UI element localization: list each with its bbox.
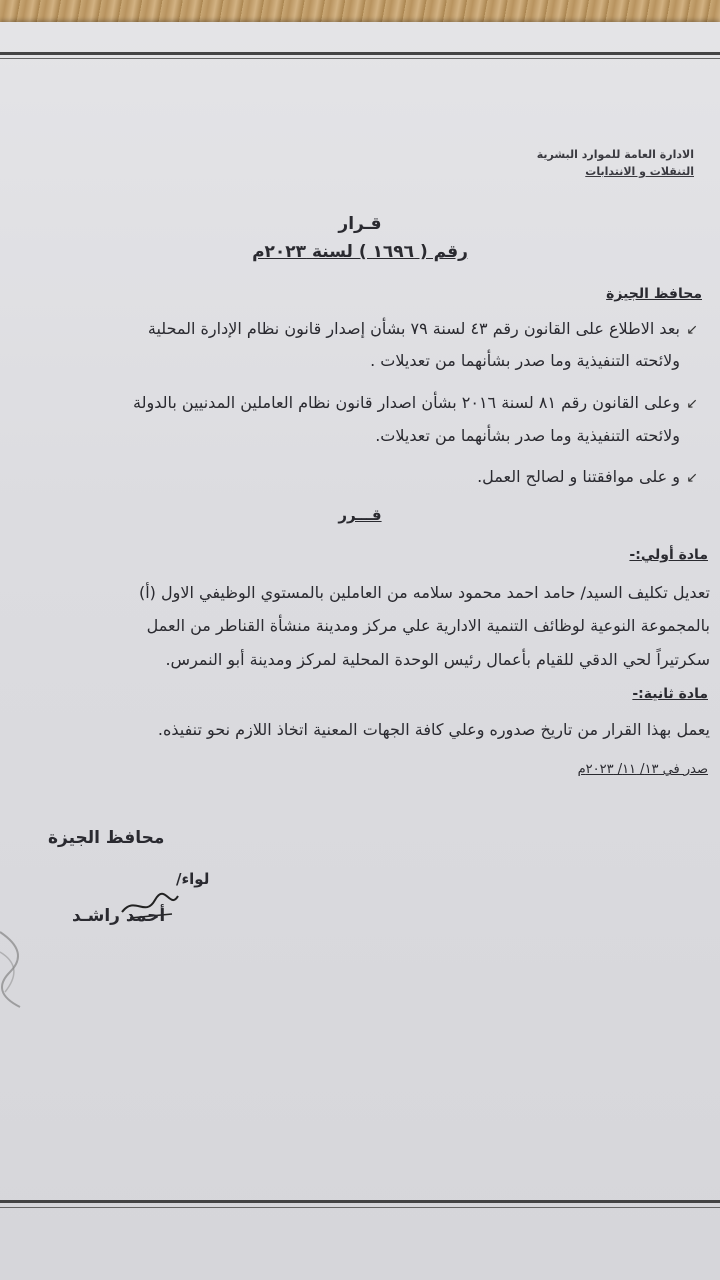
stamp-mark-icon [0,922,50,1012]
bullet-icon: ↙ [686,322,698,338]
article-1-line1: تعديل تكليف السيد/ حامد احمد محمود سلامه من العاملين بالمستوي الوظيفي الاول (أ) [138,583,710,602]
bullet-icon: ↙ [686,396,698,412]
issuer-heading: محافظ الجيزة [606,286,702,302]
bottom-border-rule-thin [0,1207,720,1208]
preamble-1-line2: ولائحته التنفيذية وما صدر بشأنهما من تعديلات . [370,351,680,370]
article-1-line3: سكرتيراً لحي الدقي للقيام بأعمال رئيس الوحدة المحلية لمركز ومدينة أبو النمرس. [165,650,710,669]
signature-name: أحمد راشـد [72,906,166,926]
bottom-border-rule [0,1200,720,1203]
preamble-1-line1: بعد الاطلاع على القانون رقم ٤٣ لسنة ٧٩ بشأن إصدار قانون نظام الإدارة المحلية [147,319,680,338]
decision-heading: قـــرر [338,506,382,524]
article-1-line2: بالمجموعة النوعية لوظائف التنمية الادارية علي مركز ومدينة منشأة القناطر من العمل [146,616,710,635]
article-1-heading: مادة أولي:- [629,547,708,563]
document-page [0,22,720,1280]
article-2-line1: يعمل بهذا القرار من تاريخ صدوره وعلي كافة الجهات المعنية اتخاذ اللازم نحو تنفيذه. [157,720,710,739]
org-department: التنقلات و الانتدابات [585,165,694,178]
preamble-2-line1: وعلى القانون رقم ٨١ لسنة ٢٠١٦ بشأن اصدار قانون نظام العاملين المدنيين بالدولة [133,393,680,412]
preamble-3-line1: و على موافقتنا و لصالح العمل. [477,467,680,486]
issue-date: صدر في ١٣/ ١١/ ٢٠٢٣م [577,762,708,777]
top-border-rule [0,52,720,55]
document-title: قـرار [338,214,382,234]
preamble-2-line2: ولائحته التنفيذية وما صدر بشأنهما من تعديلات. [375,426,680,445]
article-2-heading: مادة ثانية:- [632,686,708,702]
signature-rank: لواء/ [176,870,210,888]
top-border-rule-thin [0,58,720,59]
org-name: الادارة العامة للموارد البشرية [536,148,694,161]
signature-title: محافظ الجيزة [48,828,165,848]
decision-number: رقم ( ١٦٩٦ ) لسنة ٢٠٢٣م [252,242,468,262]
bullet-icon: ↙ [686,470,698,486]
